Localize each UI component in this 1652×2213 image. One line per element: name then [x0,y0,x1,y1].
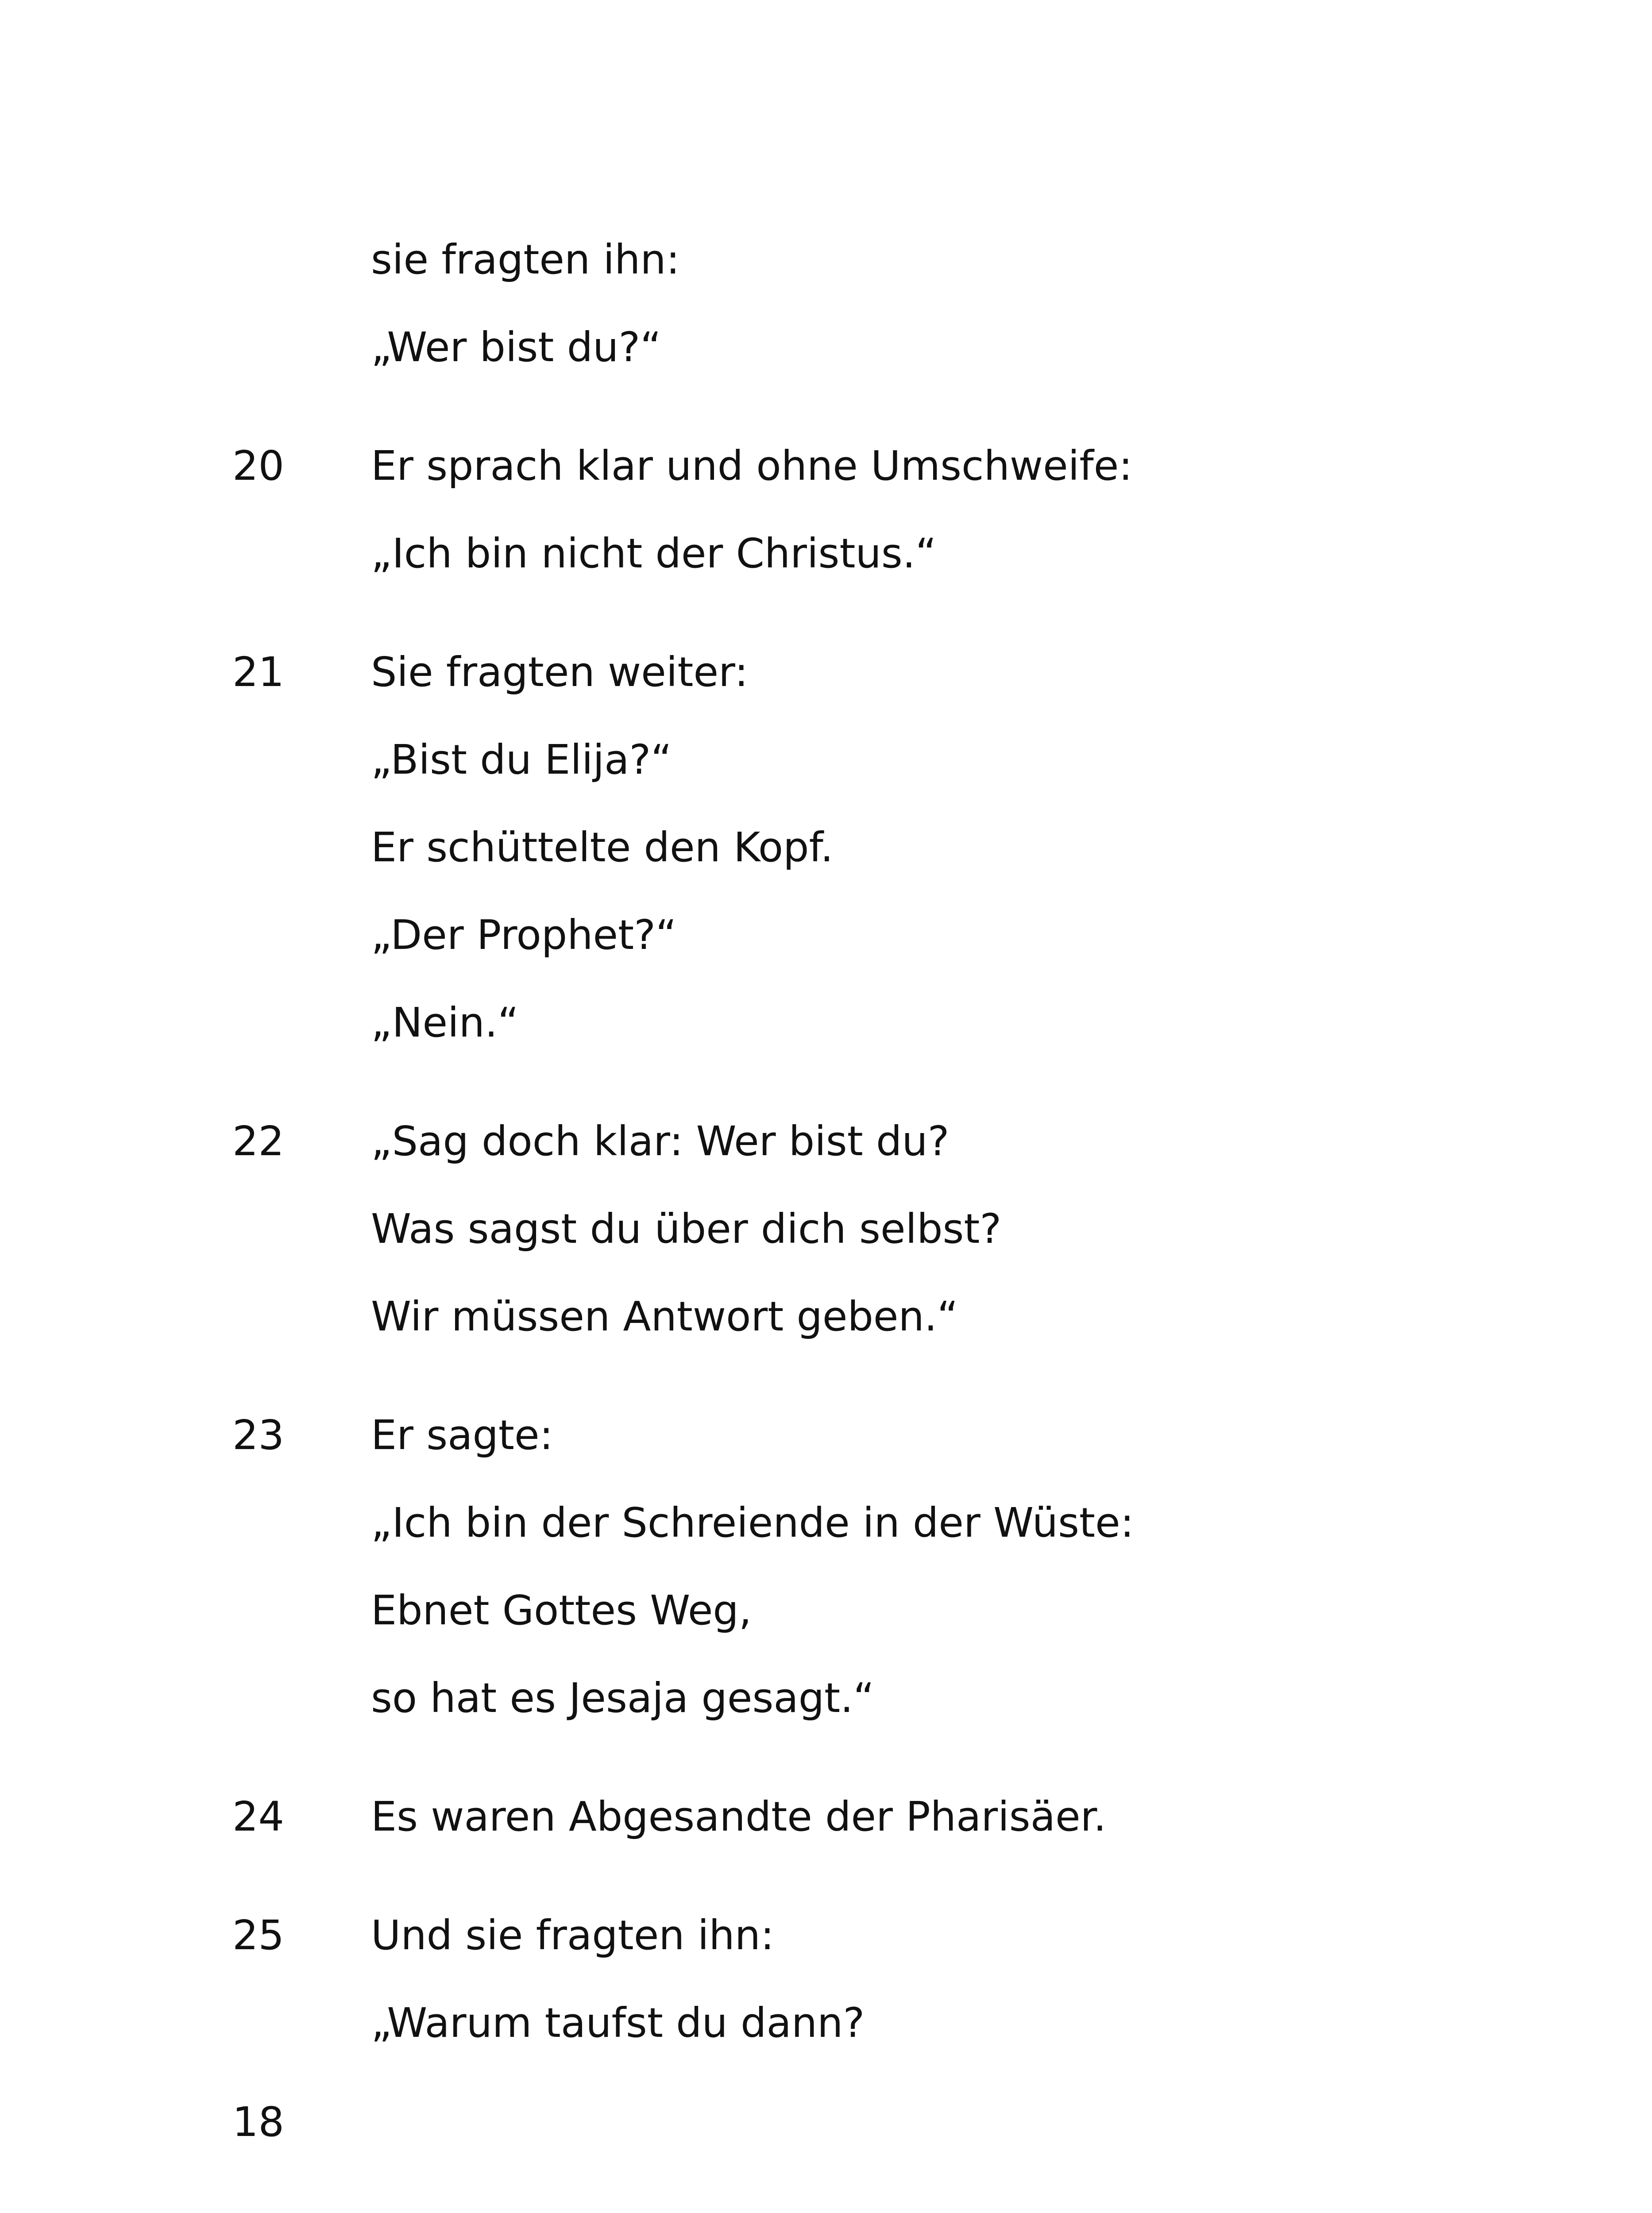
verse-line: „Sag doch klar: Wer bist du? [371,1118,950,1165]
verse-line: Er sagte: [371,1411,553,1459]
verse-list [0,216,1652,2067]
page-number: 18 [232,2098,285,2146]
verse-line: Er schüttelte den Kopf. [371,824,834,871]
verse-20 [0,422,1652,598]
verse-line: „Ich bin der Schreiende in der Wüste: [371,1499,1134,1546]
verse-number: 24 [232,1793,285,1840]
verse-lines [371,1892,1652,2067]
verse-number: 20 [232,442,285,490]
verse-line: „Der Prophet?“ [371,911,677,959]
verse-25 [0,1892,1652,2067]
verse-continuation [0,216,1652,391]
verse-lines [371,1098,1652,1361]
verse-line: so hat es Jesaja gesagt.“ [371,1674,875,1722]
verse-line: „Wer bist du?“ [371,324,661,371]
verse-lines [371,216,1652,391]
verse-line: Es waren Abgesandte der Pharisäer. [371,1793,1107,1840]
verse-23 [0,1392,1652,1742]
verse-number: 25 [232,1912,285,1959]
verse-line: „Warum taufst du dann? [371,1999,865,2047]
verse-line: sie fragten ihn: [371,236,680,283]
verse-line: Wir müssen Antwort geben.“ [371,1293,958,1340]
verse-21 [0,628,1652,1067]
verse-line: „Bist du Elija?“ [371,736,672,783]
verse-number: 22 [232,1118,285,1165]
verse-line: Ebnet Gottes Weg, [371,1587,752,1634]
verse-24 [0,1773,1652,1861]
verse-lines [371,1773,1652,1861]
verse-line: „Ich bin nicht der Christus.“ [371,530,937,577]
verse-22 [0,1098,1652,1361]
verse-lines [371,422,1652,598]
verse-line: Er sprach klar und ohne Umschweife: [371,442,1133,490]
verse-number: 21 [232,648,285,696]
verse-lines [371,628,1652,1067]
verse-line: Was sagst du über dich selbst? [371,1205,1002,1253]
verse-line: „Nein.“ [371,999,519,1046]
verse-line: Und sie fragten ihn: [371,1912,775,1959]
verse-number: 23 [232,1411,285,1459]
verse-line: Sie fragten weiter: [371,648,749,696]
verse-lines [371,1392,1652,1742]
